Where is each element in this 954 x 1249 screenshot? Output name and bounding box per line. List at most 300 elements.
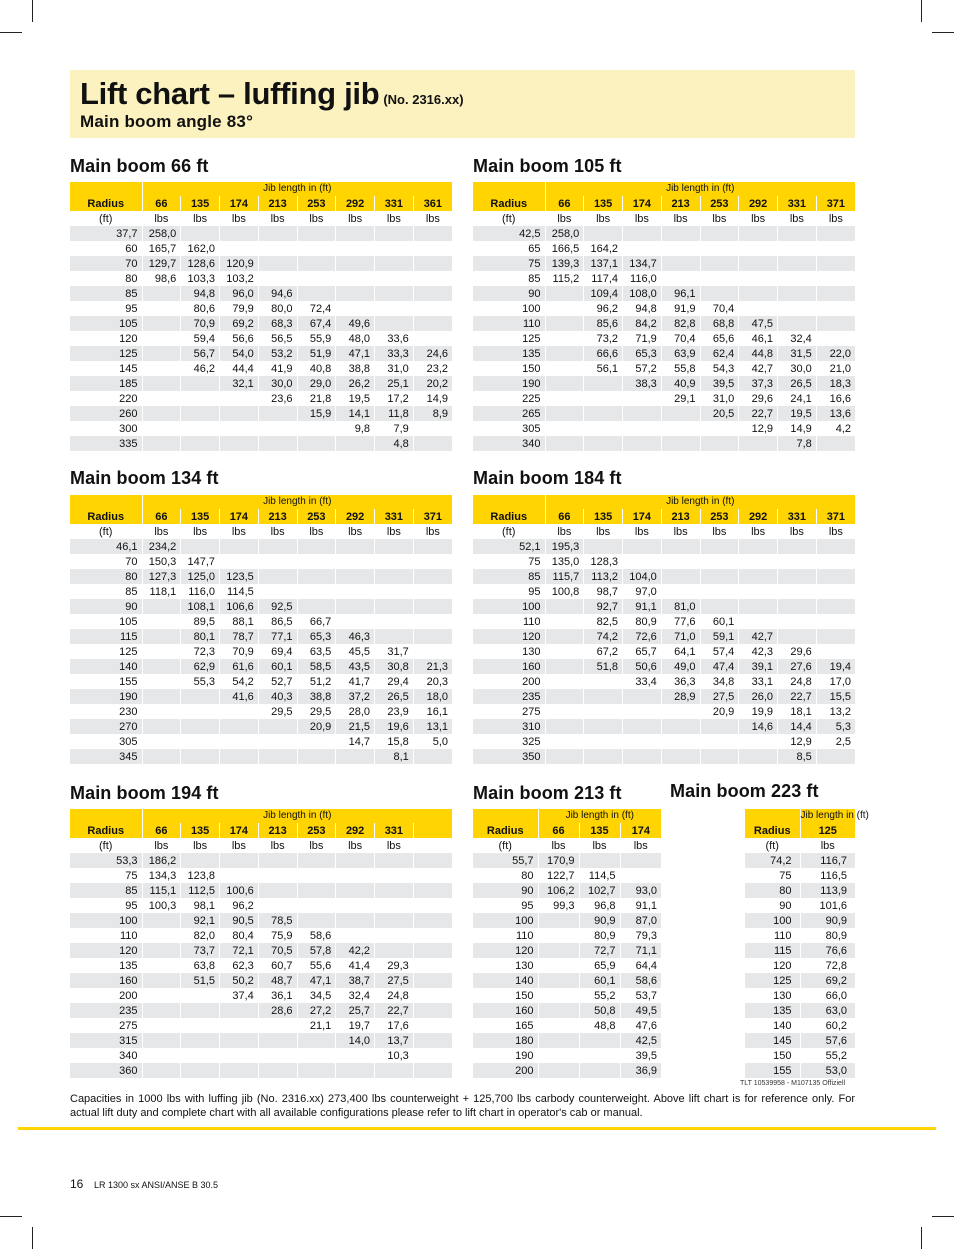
capacity-cell: 84,2 [623,316,662,331]
table-row [473,1018,661,1033]
unit-cell: lbs [661,524,700,539]
capacity-cell: 21,8 [297,391,336,406]
capacity-cell [142,659,181,674]
capacity-cell [623,226,662,241]
capacity-cell [413,316,452,331]
capacity-cell: 47,4 [700,659,739,674]
capacity-cell [142,376,181,391]
radius-cell: 100 [745,913,800,928]
radius-cell: 105 [70,316,142,331]
capacity-cell: 52,7 [258,674,297,689]
capacity-cell: 54,3 [700,361,739,376]
table-row [473,614,855,629]
radius-cell: 340 [70,1048,142,1063]
table-row [473,943,661,958]
capacity-cell: 165,7 [142,241,181,256]
lift-table-194 [70,809,452,1078]
capacity-cell [181,226,220,241]
radius-cell: 100 [473,599,545,614]
capacity-cell [297,1048,336,1063]
capacity-cell [336,1063,375,1078]
page-subtitle: Main boom angle 83° [80,112,254,131]
capacity-cell: 21,3 [413,659,452,674]
capacity-cell: 49,6 [336,316,375,331]
radius-label: Radius [70,823,142,838]
capacity-cell [545,316,584,331]
capacity-cell [336,749,375,764]
capacity-cell: 123,5 [220,569,259,584]
capacity-cell [181,1003,220,1018]
section-title-105: Main boom 105 ft [473,156,622,176]
capacity-cell [545,719,584,734]
capacity-cell: 91,1 [620,898,661,913]
capacity-cell: 53,0 [800,1063,855,1078]
radius-cell: 55,7 [473,853,538,868]
table-row [70,883,452,898]
capacity-cell [181,376,220,391]
capacity-cell [181,1063,220,1078]
capacity-cell [258,1018,297,1033]
capacity-cell: 25,1 [375,376,414,391]
capacity-cell: 63,9 [661,346,700,361]
capacity-cell [258,436,297,451]
capacity-cell: 80,6 [181,301,220,316]
capacity-cell: 57,8 [297,943,336,958]
capacity-cell [778,584,817,599]
capacity-cell: 57,4 [700,644,739,659]
capacity-cell: 162,0 [181,241,220,256]
capacity-cell [816,539,855,554]
capacity-cell [413,1033,452,1048]
capacity-cell: 24,8 [375,988,414,1003]
lift-table-134 [70,495,452,764]
capacity-cell: 39,5 [620,1048,661,1063]
capacity-cell: 71,9 [623,331,662,346]
capacity-cell [739,539,778,554]
capacity-cell [661,256,700,271]
capacity-cell [700,584,739,599]
capacity-cell [661,436,700,451]
unit-cell: lbs [800,838,855,853]
table-row [70,331,452,346]
radius-unit: (ft) [473,524,545,539]
radius-unit: (ft) [473,211,545,226]
capacity-cell: 32,4 [778,331,817,346]
capacity-cell: 13,7 [375,1033,414,1048]
capacity-cell: 100,6 [220,883,259,898]
capacity-cell: 22,0 [816,346,855,361]
jib-length-cell: 174 [620,823,661,838]
radius-cell: 230 [70,704,142,719]
table-row [70,928,452,943]
capacity-cell: 32,1 [220,376,259,391]
capacity-cell [739,241,778,256]
capacity-cell [545,734,584,749]
capacity-cell [142,316,181,331]
capacity-cell [545,614,584,629]
capacity-cell: 109,4 [584,286,623,301]
capacity-cell: 66,0 [800,988,855,1003]
capacity-cell [181,539,220,554]
capacity-cell [413,1018,452,1033]
radius-cell: 125 [70,644,142,659]
capacity-cell: 65,7 [623,644,662,659]
capacity-cell [545,361,584,376]
capacity-cell: 48,7 [258,973,297,988]
table-row [70,973,452,988]
capacity-cell: 65,9 [579,958,620,973]
capacity-cell [623,421,662,436]
radius-cell: 85 [473,569,545,584]
radius-unit: (ft) [70,838,142,853]
radius-cell: 125 [70,346,142,361]
capacity-cell: 82,5 [584,614,623,629]
table-row [70,1048,452,1063]
capacity-cell [739,256,778,271]
capacity-cell [413,928,452,943]
capacity-cell [220,391,259,406]
capacity-cell: 56,6 [220,331,259,346]
capacity-cell: 55,9 [297,331,336,346]
footer-rule [18,1127,936,1130]
radius-cell: 150 [745,1048,800,1063]
capacity-cell: 12,9 [778,734,817,749]
capacity-cell: 26,0 [739,689,778,704]
capacity-cell [816,584,855,599]
capacity-cell [336,614,375,629]
capacity-cell [816,436,855,451]
capacity-cell [700,226,739,241]
capacity-cell: 258,0 [545,226,584,241]
header-row [473,495,855,509]
capacity-cell [181,734,220,749]
table-row [70,943,452,958]
radius-cell: 42,5 [473,226,545,241]
capacity-cell: 48,0 [336,331,375,346]
table-row [473,1048,661,1063]
radius-cell: 80 [70,271,142,286]
capacity-cell [375,286,414,301]
unit-cell: lbs [778,524,817,539]
radius-cell: 110 [745,928,800,943]
capacity-cell [579,853,620,868]
capacity-cell [816,629,855,644]
jib-length-label: Jib length in (ft) [545,495,855,509]
capacity-cell: 69,4 [258,644,297,659]
jib-length-cell: 371 [816,196,855,211]
table-row [70,958,452,973]
capacity-cell [623,406,662,421]
jib-length-cell: 361 [413,196,452,211]
radius-label: Radius [473,823,538,838]
lift-table-66 [70,182,452,451]
capacity-cell: 24,6 [413,346,452,361]
capacity-cell: 58,6 [297,928,336,943]
capacity-cell: 50,2 [220,973,259,988]
capacity-cell [142,286,181,301]
capacity-cell [413,421,452,436]
capacity-cell [375,629,414,644]
capacity-cell: 78,7 [220,629,259,644]
capacity-cell [336,883,375,898]
capacity-cell: 98,1 [181,898,220,913]
unit-cell: lbs [142,838,181,853]
capacity-cell: 66,7 [297,614,336,629]
capacity-cell [700,286,739,301]
crop-mark [921,1227,922,1249]
capacity-cell: 135,0 [545,554,584,569]
capacity-cell: 55,2 [800,1048,855,1063]
capacity-cell: 18,1 [778,704,817,719]
header-blank-cell [70,182,142,196]
radius-cell: 165 [473,1018,538,1033]
capacity-cell: 113,2 [584,569,623,584]
capacity-cell: 47,5 [739,316,778,331]
capacity-cell [142,973,181,988]
capacity-cell [297,226,336,241]
capacity-cell [220,241,259,256]
capacity-cell: 44,4 [220,361,259,376]
radius-unit: (ft) [70,211,142,226]
capacity-cell [220,554,259,569]
capacity-cell [700,554,739,569]
capacity-note: Capacities in 1000 lbs with luffing jib (No. 2316.xx) 273,400 lbs counterweight + 125,700 lbs carbody counterweight. Above lift chart is for reference only. For actual lift duty and complete chart with all available configurations please refer to lift chart in operator's cab or manual. [70,1093,855,1119]
capacity-cell: 12,9 [739,421,778,436]
section-title-134: Main boom 134 ft [70,468,219,488]
capacity-cell [661,226,700,241]
capacity-cell [142,301,181,316]
capacity-cell: 61,6 [220,659,259,674]
capacity-cell: 46,3 [336,629,375,644]
jib-length-cell: 213 [258,823,297,838]
radius-label: Radius [473,509,545,524]
capacity-cell: 19,5 [336,391,375,406]
title-main: Lift chart – luffing jib [80,76,380,111]
capacity-cell [545,301,584,316]
lift-table-223 [745,809,869,1078]
capacity-cell: 72,6 [623,629,662,644]
table-row [473,928,661,943]
capacity-cell: 27,5 [700,689,739,704]
page-number: 16 [70,1177,84,1191]
capacity-cell: 80,9 [800,928,855,943]
capacity-cell [661,406,700,421]
capacity-cell [584,749,623,764]
jib-length-cell: 66 [538,823,579,838]
capacity-cell [142,1003,181,1018]
capacity-cell [413,943,452,958]
jib-length-label: Jib length in (ft) [538,809,661,823]
radius-cell: 37,7 [70,226,142,241]
crop-mark [932,32,954,33]
radius-cell: 300 [70,421,142,436]
capacity-cell [142,421,181,436]
jib-length-cell: 213 [661,196,700,211]
capacity-cell: 92,7 [584,599,623,614]
capacity-cell: 96,2 [220,898,259,913]
radius-cell: 90 [70,599,142,614]
capacity-cell [700,719,739,734]
table-row [70,361,452,376]
capacity-cell [413,898,452,913]
radius-cell: 260 [70,406,142,421]
radius-cell: 75 [70,868,142,883]
capacity-cell [413,286,452,301]
capacity-cell: 80,1 [181,629,220,644]
capacity-cell: 11,8 [375,406,414,421]
capacity-cell: 55,3 [181,674,220,689]
crop-mark [0,1216,22,1217]
capacity-cell: 115,7 [545,569,584,584]
capacity-cell [181,988,220,1003]
capacity-cell [538,1033,579,1048]
capacity-cell: 75,9 [258,928,297,943]
capacity-cell: 29,0 [297,376,336,391]
capacity-cell [297,554,336,569]
capacity-cell [375,241,414,256]
capacity-cell [413,644,452,659]
unit-cell: lbs [142,211,181,226]
unit-cell: lbs [816,211,855,226]
radius-cell: 105 [70,614,142,629]
capacity-cell [413,271,452,286]
unit-cell: lbs [413,211,452,226]
capacity-cell [700,436,739,451]
jib-length-cell: 292 [336,823,375,838]
table-row [70,599,452,614]
capacity-cell: 60,1 [579,973,620,988]
capacity-cell: 115,2 [545,271,584,286]
table-row [70,913,452,928]
capacity-cell [258,569,297,584]
radius-cell: 155 [745,1063,800,1078]
header-row [70,809,452,823]
capacity-cell: 63,8 [181,958,220,973]
capacity-cell: 62,4 [700,346,739,361]
capacity-cell: 7,9 [375,421,414,436]
capacity-cell [545,406,584,421]
capacity-cell: 53,7 [620,988,661,1003]
radius-cell: 155 [70,674,142,689]
unit-cell: lbs [336,524,375,539]
radius-cell: 150 [473,988,538,1003]
capacity-cell: 54,0 [220,346,259,361]
capacity-cell: 116,0 [181,584,220,599]
capacity-cell: 33,3 [375,346,414,361]
radius-label: Radius [473,196,545,211]
capacity-cell: 72,7 [579,943,620,958]
radius-cell: 225 [473,391,545,406]
table-row [473,406,855,421]
jib-length-cell: 135 [181,509,220,524]
capacity-cell: 20,9 [700,704,739,719]
capacity-cell: 82,8 [661,316,700,331]
capacity-cell [778,539,817,554]
unit-cell: lbs [297,838,336,853]
capacity-cell: 67,4 [297,316,336,331]
capacity-cell: 60,1 [700,614,739,629]
capacity-cell: 34,5 [297,988,336,1003]
capacity-cell: 80,9 [579,928,620,943]
capacity-cell [336,928,375,943]
radius-cell: 190 [473,376,545,391]
capacity-cell: 106,6 [220,599,259,614]
capacity-cell: 17,0 [816,674,855,689]
capacity-cell [584,539,623,554]
radius-cell: 70 [70,554,142,569]
radius-cell: 75 [473,554,545,569]
capacity-cell: 57,2 [623,361,662,376]
capacity-cell: 120,9 [220,256,259,271]
capacity-cell [142,1048,181,1063]
capacity-cell: 63,0 [800,1003,855,1018]
capacity-cell: 71,0 [661,629,700,644]
radius-cell: 350 [473,749,545,764]
capacity-cell: 29,3 [375,958,414,973]
page-title [80,76,464,112]
jib-length-cell: 371 [413,509,452,524]
capacity-cell: 69,2 [800,973,855,988]
footer-doc: LR 1300 sx ANSI/ANSE B 30.5 [94,1180,219,1190]
unit-cell: lbs [297,524,336,539]
table-row [473,241,855,256]
radius-cell: 125 [473,331,545,346]
capacity-cell: 128,6 [181,256,220,271]
unit-cell: lbs [623,524,662,539]
capacity-cell [584,734,623,749]
capacity-cell: 39,1 [739,659,778,674]
capacity-cell [258,226,297,241]
table-row [473,734,855,749]
capacity-cell: 38,8 [297,689,336,704]
capacity-cell: 123,8 [181,868,220,883]
capacity-cell: 96,0 [220,286,259,301]
capacity-cell [142,734,181,749]
radius-cell: 120 [70,331,142,346]
radius-cell: 235 [473,689,545,704]
capacity-cell: 77,1 [258,629,297,644]
unit-cell: lbs [545,524,584,539]
jib-length-cell: 213 [661,509,700,524]
table-row [70,898,452,913]
jib-length-cell: 331 [778,196,817,211]
capacity-cell [142,913,181,928]
capacity-cell: 90,9 [579,913,620,928]
capacity-cell: 170,9 [538,853,579,868]
capacity-cell [181,1033,220,1048]
capacity-cell: 14,4 [778,719,817,734]
capacity-cell [545,346,584,361]
capacity-cell [816,554,855,569]
radius-cell: 235 [70,1003,142,1018]
capacity-cell: 49,0 [661,659,700,674]
capacity-cell: 69,2 [220,316,259,331]
table-row [473,704,855,719]
capacity-cell: 89,5 [181,614,220,629]
units-row [745,838,855,853]
capacity-cell [375,554,414,569]
table-row [473,689,855,704]
capacity-cell [181,853,220,868]
capacity-cell [336,868,375,883]
capacity-cell [623,689,662,704]
capacity-cell [584,226,623,241]
capacity-cell: 19,5 [778,406,817,421]
header-row [70,182,452,196]
radius-cell: 115 [745,943,800,958]
jib-length-label: Jib length in (ft) [800,810,869,821]
unit-cell: lbs [700,524,739,539]
